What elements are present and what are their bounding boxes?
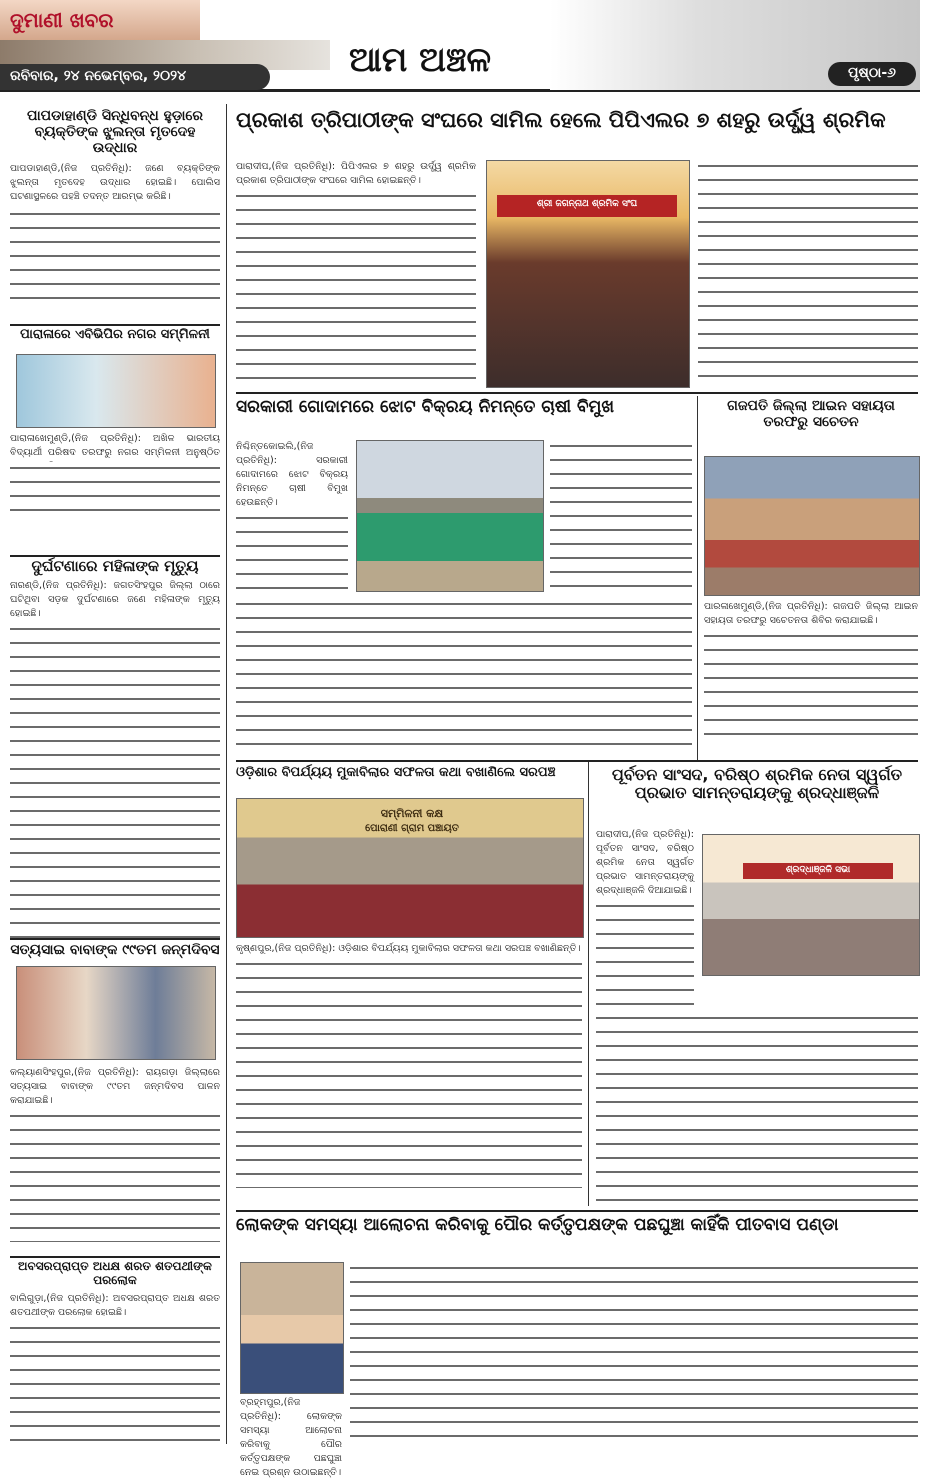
- divider: [10, 938, 220, 940]
- gajapati-photo: [704, 456, 920, 596]
- article-sai-baba: [10, 942, 220, 1252]
- article-body: ବାଲିଗୁଡ଼ା,(ନିଜ ପ୍ରତିନିଧି): ଅବସରପ୍ରାପ୍ତ ଅଧକ୍ଷ ଶରତ ଶତପଥୀଙ୍କ ପରଲୋକ ହୋଇଛି।: [10, 1292, 220, 1318]
- newspaper-brand: ଦୁମାଣୀ ଖବର: [0, 0, 200, 40]
- bottom-body-start: [240, 1396, 342, 1478]
- tribute-body-text: ପାରାଦୀପ,(ନିଜ ପ୍ରତିନିଧି): ପୂର୍ବତନ ସାଂସଦ, ବରିଷ୍ଠ ଶ୍ରମିକ ନେତା ସ୍ୱର୍ଗତ ପ୍ରଭାତ ସାମନ୍ତରାୟଙ୍କୁ ଶ୍ରଦ୍ଧାଞ୍ଜଳି ଦିଆଯାଇଛି।: [596, 829, 694, 896]
- disaster-photo: [236, 798, 584, 938]
- tribute-headline-text: ପୂର୍ବତନ ସାଂସଦ, ବରିଷ୍ଠ ଶ୍ରମିକ ନେତା ସ୍ୱର୍ଗତ ପ୍ରଭାତ ସାମନ୍ତରାୟଙ୍କୁ ଶ୍ରଦ୍ଧାଞ୍ଜଳି: [611, 765, 903, 803]
- abvp-photo: [16, 354, 216, 428]
- disaster-body: [236, 942, 582, 1202]
- tribute-photo: [702, 834, 920, 976]
- article-body-continued: [10, 208, 220, 308]
- article-headline: ପାପଡାହାଣ୍ଡି ସିନ୍ଧିବନ୍ଧ ହୁଡ଼ାରେ ବ୍ୟକ୍ତିଙ୍କ ଝୁଲନ୍ତା ମୃତଦେହ ଉଦ୍ଧାର: [26, 108, 204, 157]
- disaster-headline-text: ଓଡ଼ିଶାର ବିପର୍ଯ୍ୟୟ ମୁକାବିଲାର ସଫଳତା କଥା ବଖାଣିଲେ ସରପଞ୍ଚ: [236, 765, 556, 780]
- gajapati-headline-text: ଗଜପତି ଜିଲ୍ଲା ଆଇନ ସହାୟତା ତରଫରୁ ସଚେତନ: [727, 398, 895, 431]
- gajapati-body: [704, 600, 918, 756]
- lead-photo: [486, 160, 690, 388]
- gajapati-headline: [704, 398, 918, 450]
- godown-photo: [356, 440, 544, 592]
- union-banner: ଶ୍ରୀ ଜଗନ୍ନାଥ ଶ୍ରମିକ ସଂଘ: [497, 195, 677, 217]
- page-number-badge: ପୃଷ୍ଠା-୬: [828, 62, 916, 86]
- article-body-continued: [10, 1322, 220, 1447]
- godown-body: [236, 440, 348, 590]
- article-headline: ସତ୍ୟସାଇ ବାବାଙ୍କ ୯୯ତମ ଜନ୍ମଦିବସ: [10, 942, 220, 958]
- bottom-body-text: ବ୍ରହ୍ମପୁର,(ନିଜ ପ୍ରତିନିଧି): ଲୋକଙ୍କ ସମସ୍ୟା ଆଲୋଚନା କରିବାକୁ ପୌର କର୍ତ୍ତୃପକ୍ଷଙ୍କ ପଛଘୁଞ୍ଚା ନେଇ ପ୍ରଶ୍ନ ଉଠାଇଛନ୍ତି।: [240, 1397, 342, 1478]
- sai-baba-photo: [16, 966, 216, 1060]
- godown-headline: [236, 398, 692, 438]
- divider: [236, 760, 918, 762]
- article-body-continued: [10, 462, 220, 522]
- divider: [236, 392, 918, 394]
- article-body: ପାପଡାହାଣ୍ଡି,(ନିଜ ପ୍ରତିନିଧି): ଜଣେ ବ୍ୟକ୍ତିଙ୍କ ଝୁଲନ୍ତା ମୃତଦେହ ଉଦ୍ଧାର ହୋଇଛି। ପୋଲିସ ଘଟଣାସ୍ଥଳରେ ପହଞ୍ଚି ତଦନ୍ତ ଆରମ୍ଭ କରିଛି।: [10, 163, 220, 203]
- lead-body-right: [698, 160, 918, 386]
- gajapati-body-continued: [704, 630, 918, 740]
- article-body: କଲ୍ୟାଣସିଂହପୁର,(ନିଜ ପ୍ରତିନିଧି): ରାୟଗଡ଼ା ଜିଲ୍ଲାରେ ସତ୍ୟସାଇ ବାବାଙ୍କ ୯୯ତମ ଜନ୍ମଦିବସ ପାଳନ କରାଯାଇଛି।: [10, 1067, 220, 1106]
- lead-body-continued: [236, 190, 476, 386]
- tribute-body-continued: [596, 900, 694, 1010]
- bottom-headline-text: ଲୋକଙ୍କ ସମସ୍ୟା ଆଲୋଚନା କରିବାକୁ ପୌର କର୍ତ୍ତୃପକ୍ଷଙ୍କ ପଛଘୁଞ୍ଚା କାହିଁକି ପୀତବାସ ପଣ୍ଡା: [236, 1215, 839, 1235]
- divider: [10, 324, 220, 326]
- gajapati-body-text: ପାରଳାଖେମୁଣ୍ଡି,(ନିଜ ପ୍ରତିନିଧି): ଗଜପତି ଜିଲ୍ଲା ଆଇନ ସହାୟତା ତରଫରୁ ସଚେତନତା ଶିବିର କରାଯାଇଛି।: [704, 601, 918, 626]
- portrait-photo: [240, 1262, 344, 1394]
- lead-headline: [236, 108, 918, 152]
- lead-headline-text: ପ୍ରକାଶ ତ୍ରିପାଠୀଙ୍କ ସଂଘରେ ସାମିଲ ହେଲେ ପିପିଏଲର ୭ ଶହରୁ ଉର୍ଦ୍ଧ୍ୱ ଶ୍ରମିକ: [236, 108, 886, 132]
- lead-body-text: ପାରାଦୀପ,(ନିଜ ପ୍ରତିନିଧି): ପିପିଏଲର ୭ ଶହରୁ ଉର୍ଦ୍ଧ୍ୱ ଶ୍ରମିକ ପ୍ରକାଶ ତ୍ରିପାଠୀଙ୍କ ସଂଘରେ ସାମିଲ ହୋଇଛନ୍ତି।: [236, 161, 476, 186]
- article-body: ନାରଣ୍ଡି,(ନିଜ ପ୍ରତିନିଧି): ଜଗତସିଂହପୁର ଜିଲ୍ଲା ଠାରେ ଘଟିଥିବା ସଡ଼କ ଦୁର୍ଘଟଣାରେ ଜଣେ ମହିଳାଙ୍କ ମୃତ୍ୟୁ ହୋଇଛି।: [10, 580, 220, 620]
- left-column-divider: [226, 104, 227, 1444]
- tribute-body: [596, 828, 694, 1008]
- godown-body-bottom: [236, 598, 692, 756]
- article-headline: ପାରାଳାରେ ଏବିଭିପିର ନଗର ସମ୍ମିଳନୀ: [20, 327, 210, 342]
- bottom-body-continued: [350, 1262, 918, 1446]
- bottom-headline: [236, 1216, 918, 1256]
- article-accident: [10, 558, 220, 933]
- tribute-banner: ଶ୍ରଦ୍ଧାଞ୍ଜଳି ସଭା: [743, 863, 893, 879]
- sign-board-line2: ପୋରାଣୀ ଗ୍ରାମ ପଞ୍ଚାୟତ: [365, 823, 459, 834]
- article-headline: ଅବସରପ୍ରାପ୍ତ ଅଧକ୍ଷ ଶରତ ଶତପଥୀଙ୍କ ପରଲୋକ: [18, 1259, 212, 1287]
- divider: [10, 1256, 220, 1258]
- section-title: ଆମ ଅଞ୍ଚଳ: [348, 40, 492, 80]
- article-sharat-satapathy: [10, 1260, 220, 1445]
- tribute-headline: [596, 766, 918, 824]
- lead-body: [236, 160, 476, 386]
- divider: [236, 1210, 918, 1212]
- tribute-body-bottom: [596, 1012, 918, 1206]
- sign-board-line1: ସମ୍ମିଳନୀ କକ୍ଷ: [380, 807, 444, 820]
- disaster-body-continued: [236, 958, 582, 1188]
- date-bar: ରବିବାର, ୨୪ ନଭେମ୍ବର, ୨୦୨୪: [0, 64, 270, 90]
- godown-body-continued: [236, 512, 348, 602]
- column-divider: [588, 762, 589, 1206]
- disaster-headline: [236, 766, 582, 798]
- article-abvp: [10, 328, 220, 523]
- article-body-continued: [10, 623, 220, 948]
- column-divider: [697, 396, 698, 760]
- article-body-continued: [10, 1110, 220, 1242]
- article-papadahandi: [10, 108, 220, 298]
- godown-body-right: [550, 440, 692, 590]
- disaster-body-text: କୃଷ୍ଣପୁର,(ନିଜ ପ୍ରତିନିଧି): ଓଡ଼ିଶାର ବିପର୍ଯ୍ୟୟ ମୁକାବିଲାର ସଫଳତା କଥା ସରପଞ୍ଚ ବଖାଣିଛନ୍ତି।: [236, 943, 581, 954]
- godown-headline-text: ସରକାରୀ ଗୋଦାମରେ ଝୋଟ ବିକ୍ରୟ ନିମନ୍ତେ ଚାଷୀ ବିମୁଖ: [236, 397, 615, 417]
- article-body: ପାରାଳାଖେମୁଣ୍ଡି,(ନିଜ ପ୍ରତିନିଧି): ଅଖିଳ ଭାରତୀୟ ବିଦ୍ୟାର୍ଥୀ ପରିଷଦ ତରଫରୁ ନଗର ସମ୍ମିଳନୀ ଅନୁଷ୍ଠିତ: [10, 433, 220, 458]
- godown-body-text: ନିଶ୍ଚିନ୍ତକୋଇଲି,(ନିଜ ପ୍ରତିନିଧି): ସରକାରୀ ଗୋଦାମରେ ଝୋଟ ବିକ୍ରୟ ନିମନ୍ତେ ଚାଷୀ ବିମୁଖ ହେଉଛନ୍ତି।: [236, 441, 348, 508]
- article-headline: ଦୁର୍ଘଟଣାରେ ମହିଳାଙ୍କ ମୃତ୍ୟୁ: [31, 557, 199, 575]
